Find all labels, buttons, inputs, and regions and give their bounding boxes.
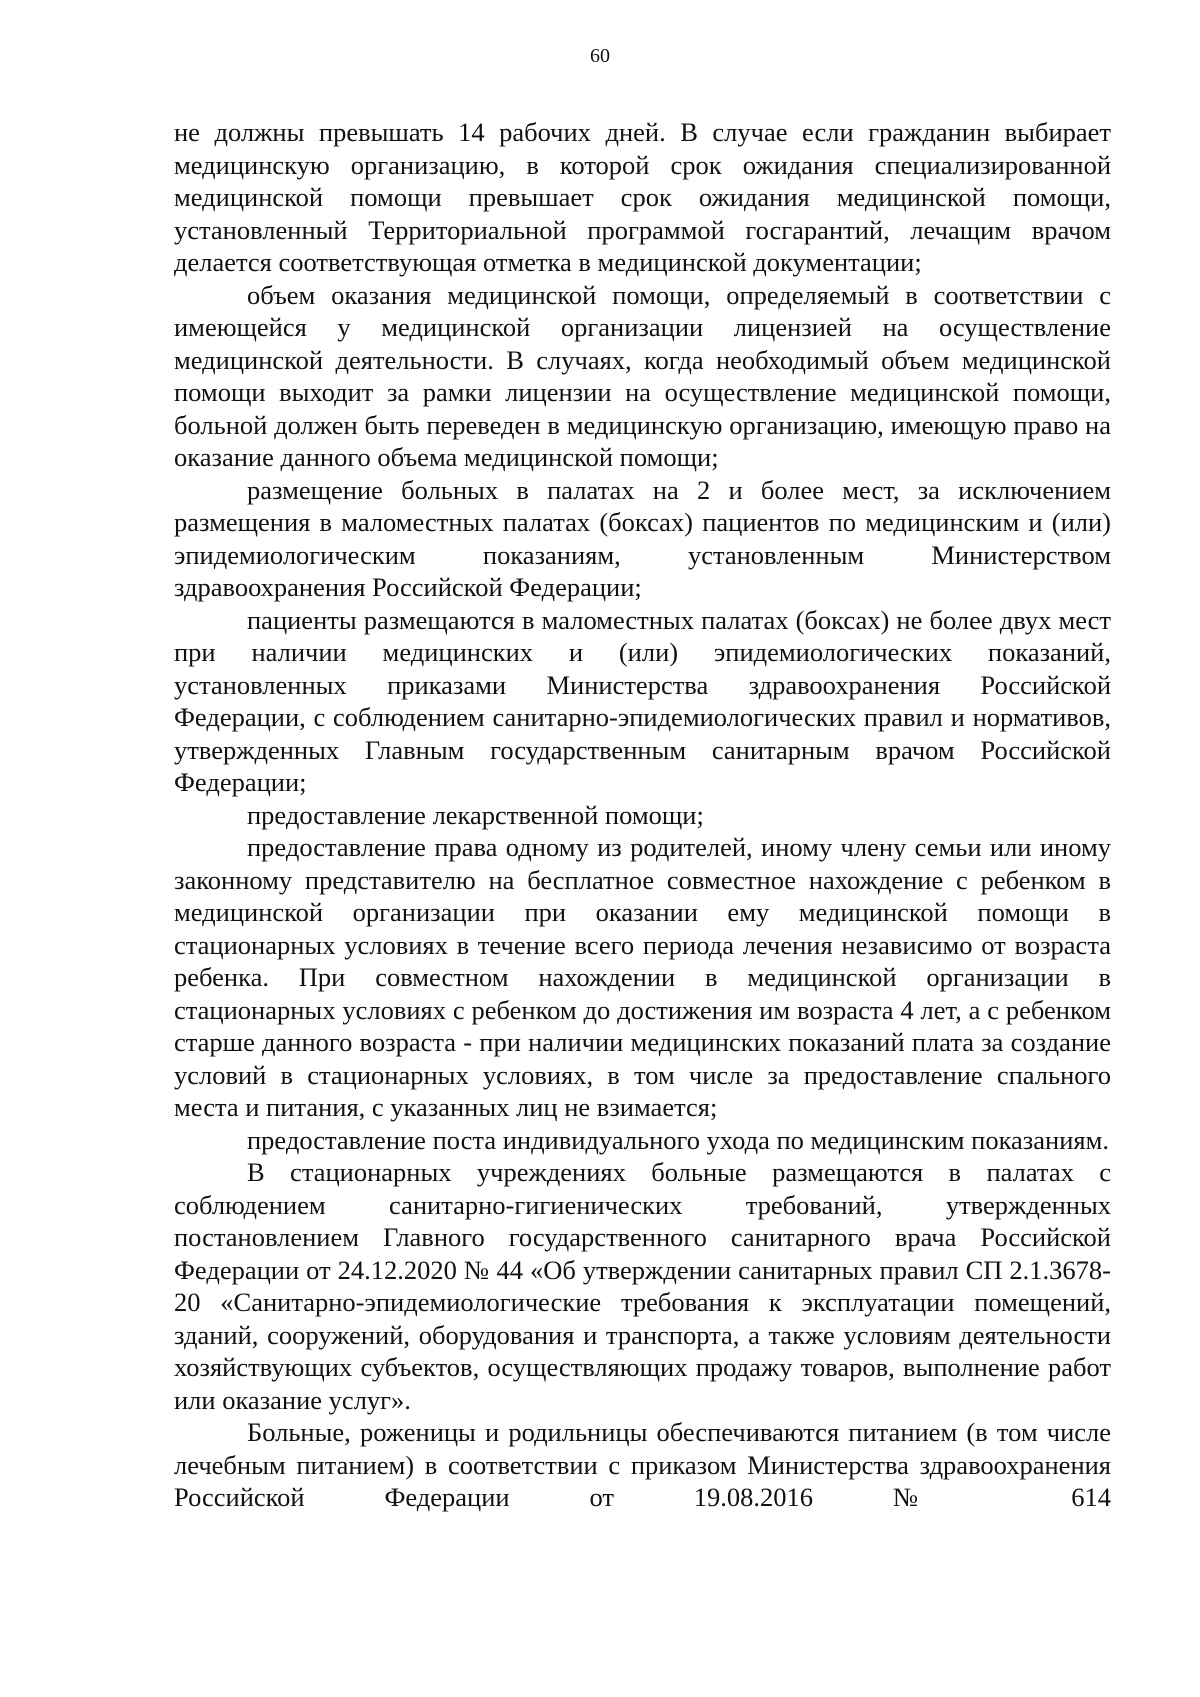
paragraph-sanitary-requirements: В стационарных учреждениях больные размещаются в палатах с соблюдением санитарно-гигиенических требований, утвержденных постановлением Главного государственного санитарного врача Российской Федерации от 24.12.2020 № 44 «Об утверждении санитарных правил СП 2.1.3678-20 «Санитарно-эпидемиологические требования к эксплуатации помещений, зданий, сооружений, оборудования и транспорта, а также условиям деятельности хозяйствующих субъектов, осуществляющих продажу товаров, выполнение работ или оказание услуг».: [174, 1157, 1111, 1415]
paragraph-drug-assistance: предоставление лекарственной помощи;: [247, 799, 704, 830]
paragraph-nutrition: Больные, роженицы и родильницы обеспечиваются питанием (в том числе лечебным питанием) в соответствии с приказом Министерства здравоохранения Российской Федерации от 19.08.2016 № 614: [174, 1417, 1111, 1512]
page-number: 60: [590, 45, 610, 67]
paragraph-ward-placement: размещение больных в палатах на 2 и более мест, за исключением размещения в маломестных палатах (боксах) пациентов по медицинским и (или) эпидемиологическим показаниям, установленным Министерством здравоохранения Российской Федерации;: [174, 474, 1111, 602]
document-body: [174, 116, 1111, 1514]
paragraph-care-volume: объем оказания медицинской помощи, определяемый в соответствии с имеющейся у медицинской организации лицензией на осуществление медицинской деятельности. В случаях, когда необходимый объем медицинской помощи выходит за рамки лицензии на осуществление медицинской помощи, больной должен быть переведен в медицинскую организацию, имеющую право на оказание данного объема медицинской помощи;: [174, 279, 1111, 472]
paragraph-individual-care: предоставление поста индивидуального ухода по медицинским показаниям.: [247, 1124, 1109, 1155]
paragraph-continuation: не должны превышать 14 рабочих дней. В случае если гражданин выбирает медицинскую организацию, в которой срок ожидания специализированной медицинской помощи превышает срок ожидания медицинской помощи, установленный Территориальной программой госгарантий, лечащим врачом делается соответствующая отметка в медицинской документации;: [174, 117, 1111, 277]
paragraph-small-wards: пациенты размещаются в маломестных палатах (боксах) не более двух мест при наличии медицинских и (или) эпидемиологических показаний, установленных приказами Министерства здравоохранения Российской Федерации, с соблюдением санитарно-эпидемиологических правил и нормативов, утвержденных Главным государственным санитарным врачом Российской Федерации;: [174, 604, 1111, 797]
paragraph-parent-stay: предоставление права одному из родителей, иному члену семьи или иному законному представителю на бесплатное совместное нахождение с ребенком в медицинской организации при оказании ему медицинской помощи в стационарных условиях в течение всего периода лечения независимо от возраста ребенка. При совместном нахождении в медицинской организации в стационарных условиях с ребенком до достижения им возраста 4 лет, а с ребенком старше данного возраста - при наличии медицинских показаний плата за создание условий в стационарных условиях, в том числе за предоставление спального места и питания, с указанных лиц не взимается;: [174, 832, 1111, 1122]
